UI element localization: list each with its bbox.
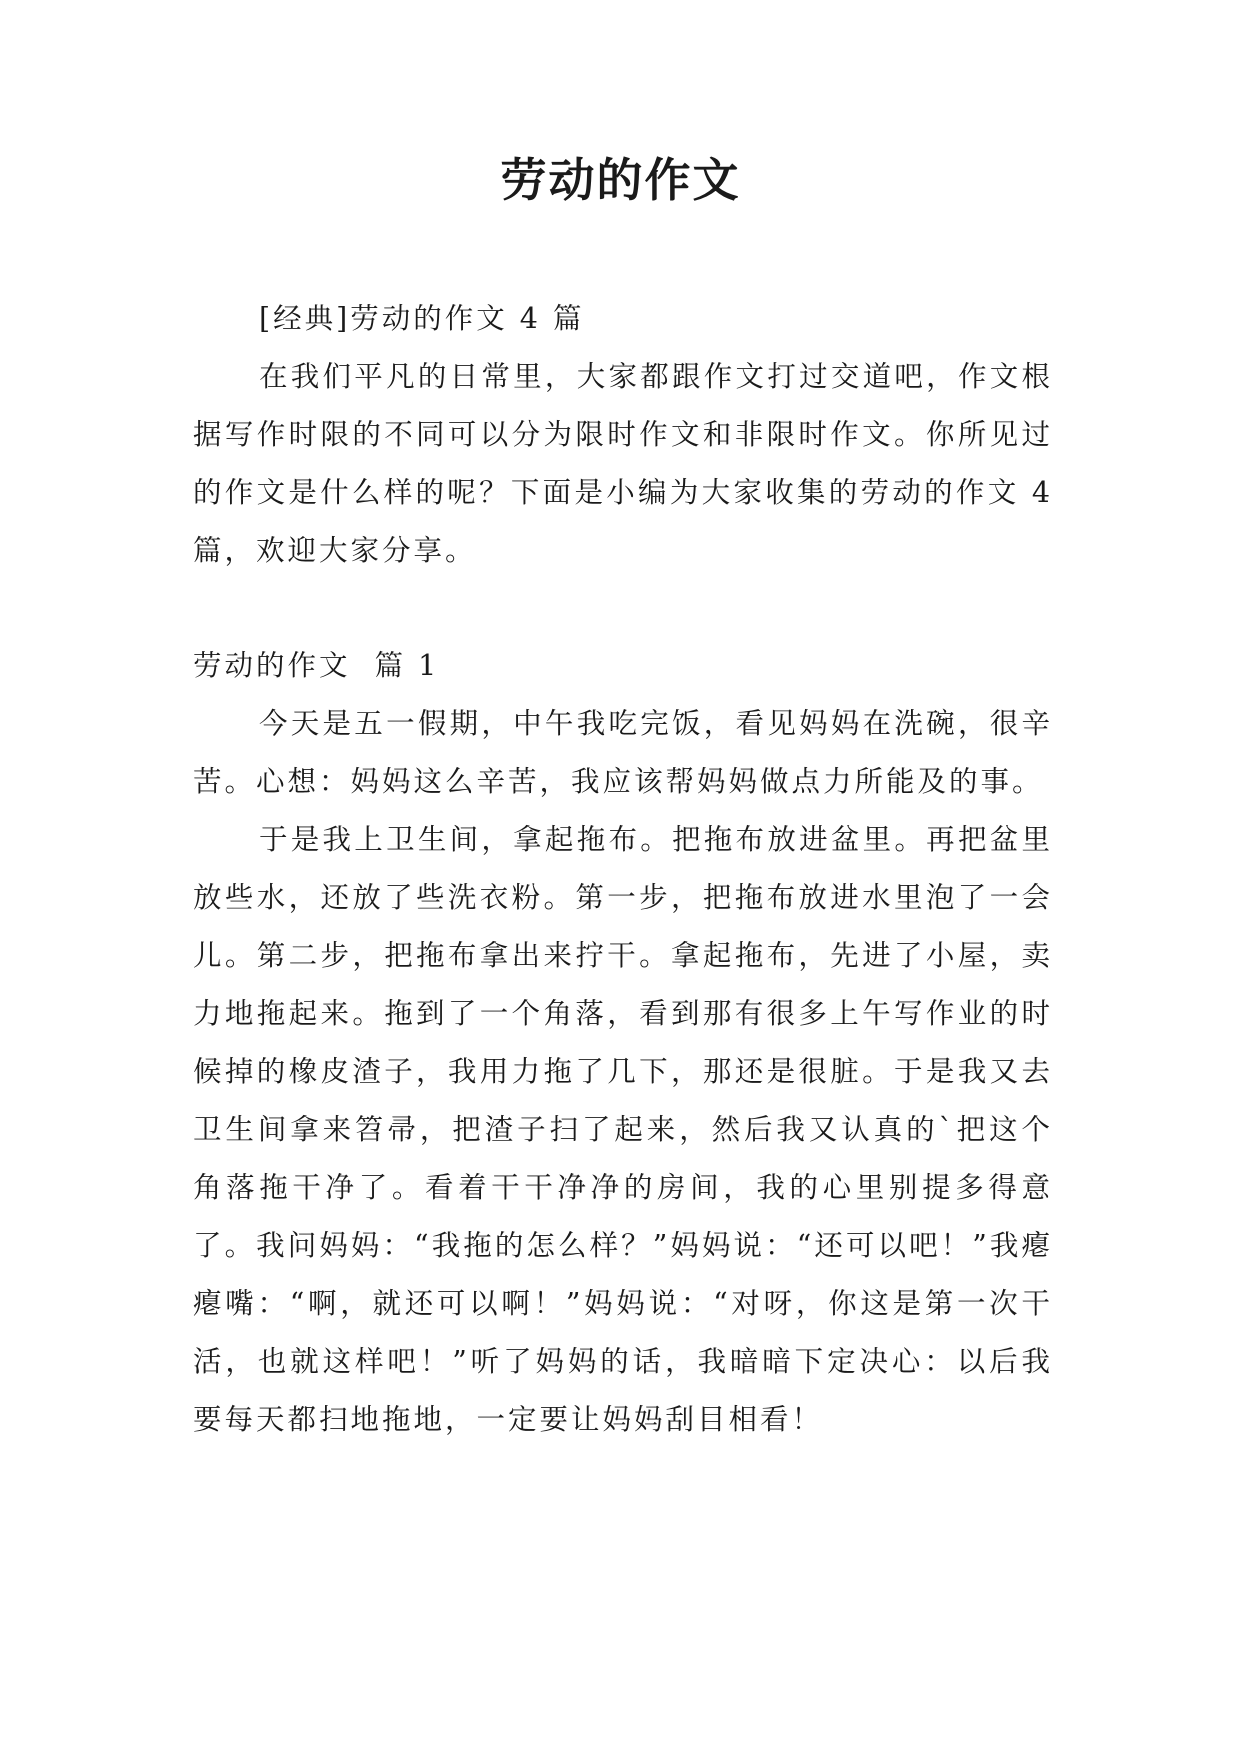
body-paragraph: 今天是五一假期，中午我吃完饭，看见妈妈在洗碗，很辛苦。心想：妈妈这么辛苦，我应该帮妈妈做点力所能及的事。 [193, 707, 1053, 798]
body-paragraph: 于是我上卫生间，拿起拖布。把拖布放进盆里。再把盆里放些水，还放了些洗衣粉。第一步，把拖布放进水里泡了一会儿。第二步，把拖布拿出来拧干。拿起拖布，先进了小屋，卖力地拖起来。拖到了一个角落，看到那有很多上午写作业的时候掉的橡皮渣子，我用力拖了几下，那还是很脏。于是我又去卫生间拿来笤帚，把渣子扫了起来，然后我又认真的`把这个角落拖干净了。看着干干净净的房间，我的心里别提多得意了。我问妈妈：“我拖的怎么样？”妈妈说：“还可以吧！”我瘪瘪嘴：“啊，就还可以啊！”妈妈说：“对呀，你这是第一次干活，也就这样吧！”听了妈妈的话，我暗暗下定决心：以后我要每天都扫地拖地，一定要让妈妈刮目相看！ [193, 823, 1053, 1436]
document-subtitle: [经典]劳动的作文 4 篇 [259, 302, 585, 335]
intro-paragraph: 在我们平凡的日常里，大家都跟作文打过交道吧，作文根据写作时限的不同可以分为限时作文和非限时作文。你所见过的作文是什么样的呢？下面是小编为大家收集的劳动的作文 4 篇，欢迎大家分享。 [193, 360, 1053, 567]
section-heading: 劳动的作文 篇 1 [193, 649, 440, 682]
document-title: 劳动的作文 [500, 153, 741, 207]
section-spacer [193, 580, 1053, 637]
document-body [193, 290, 1053, 1449]
